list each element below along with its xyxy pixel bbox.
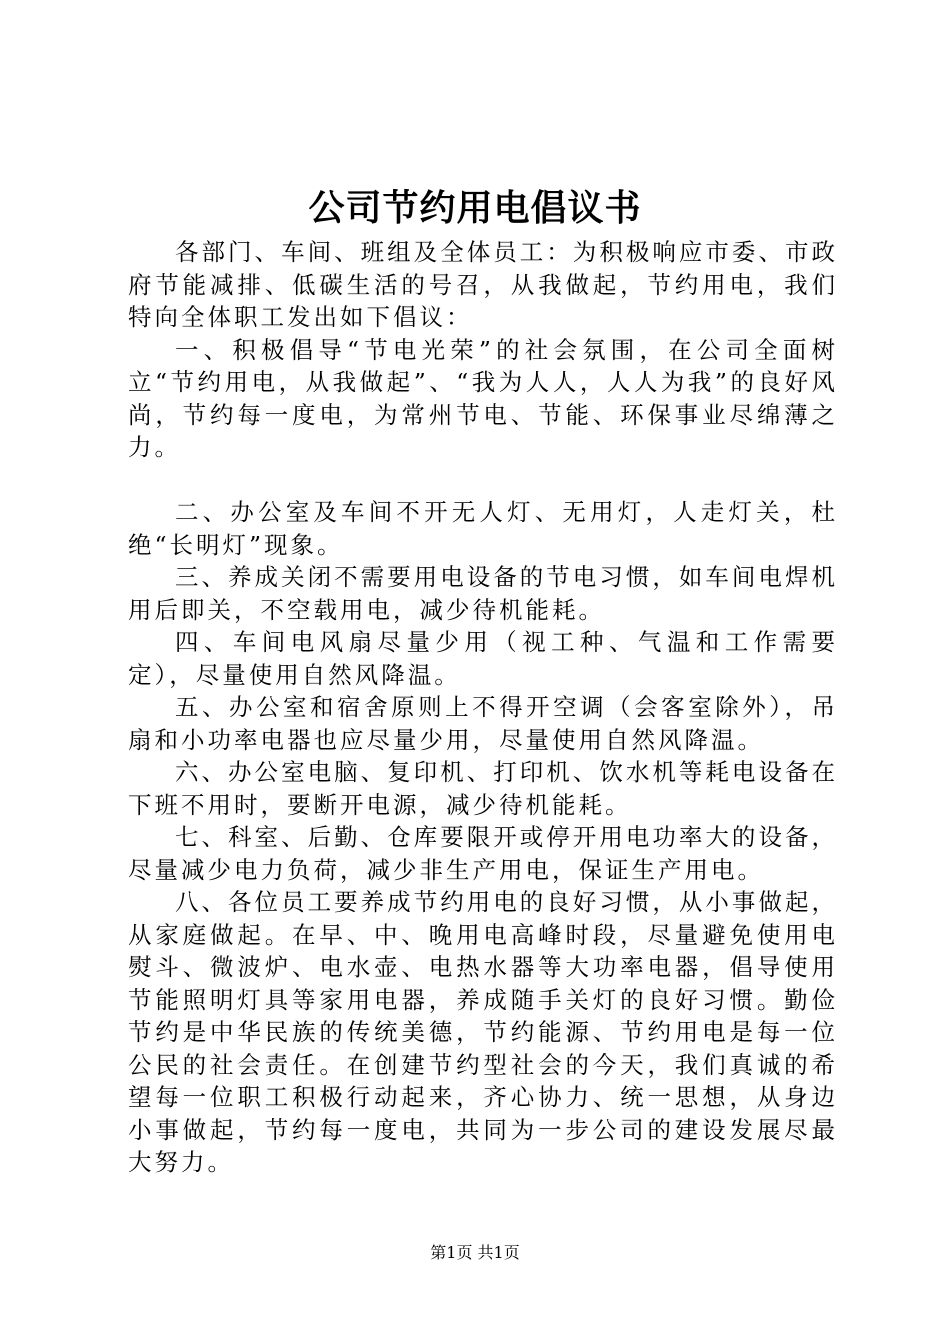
paragraph-item-1: 一、积极倡导“节电光荣”的社会氛围，在公司全面树立“节约用电，从我做起”、“我为人人，人人为我”的良好风尚，节约每一度电，为常州节电、节能、环保事业尽绵薄之力。 — [128, 335, 838, 461]
paragraph-item-4: 四、车间电风扇尽量少用（视工种、气温和工作需要定），尽量使用自然风降温。 — [128, 628, 838, 689]
document-title: 公司节约用电倡议书 — [308, 187, 642, 229]
paragraph-item-6: 六、办公室电脑、复印机、打印机、饮水机等耗电设备在下班不用时，要断开电源，减少待机能耗。 — [128, 758, 838, 819]
paragraph-item-8: 八、各位员工要养成节约用电的良好习惯，从小事做起，从家庭做起。在早、中、晚用电高峰时段，尽量避免使用电熨斗、微波炉、电水壶、电热水器等大功率电器，倡导使用节能照明灯具等家用电器，养成随手关灯的良好习惯。勤俭节约是中华民族的传统美德，节约能源、节约用电是每一位公民的社会责任。在创建节约型社会的今天，我们真诚的希望每一位职工积极行动起来，齐心协力、统一思想，从身边小事做起，节约每一度电，共同为一步公司的建设发展尽最大努力。 — [128, 888, 838, 1176]
paragraph-greeting: 各部门、车间、班组及全体员工：为积极响应市委、市政府节能减排、低碳生活的号召，从我做起，节约用电，我们特向全体职工发出如下倡议： — [128, 238, 838, 331]
paragraph-item-3: 三、养成关闭不需要用电设备的节电习惯，如车间电焊机用后即关，不空载用电，减少待机能耗。 — [128, 563, 838, 624]
paragraph-item-2: 二、办公室及车间不开无人灯、无用灯，人走灯关，杜绝“长明灯”现象。 — [128, 498, 838, 559]
paragraph-item-5: 五、办公室和宿舍原则上不得开空调（会客室除外），吊扇和小功率电器也应尽量少用，尽量使用自然风降温。 — [128, 693, 838, 754]
paragraph-item-7: 七、科室、后勤、仓库要限开或停开用电功率大的设备，尽量减少电力负荷，减少非生产用电，保证生产用电。 — [128, 823, 838, 884]
page-footer: 第1页 共1页 — [430, 1243, 520, 1262]
document-body — [128, 236, 838, 1179]
